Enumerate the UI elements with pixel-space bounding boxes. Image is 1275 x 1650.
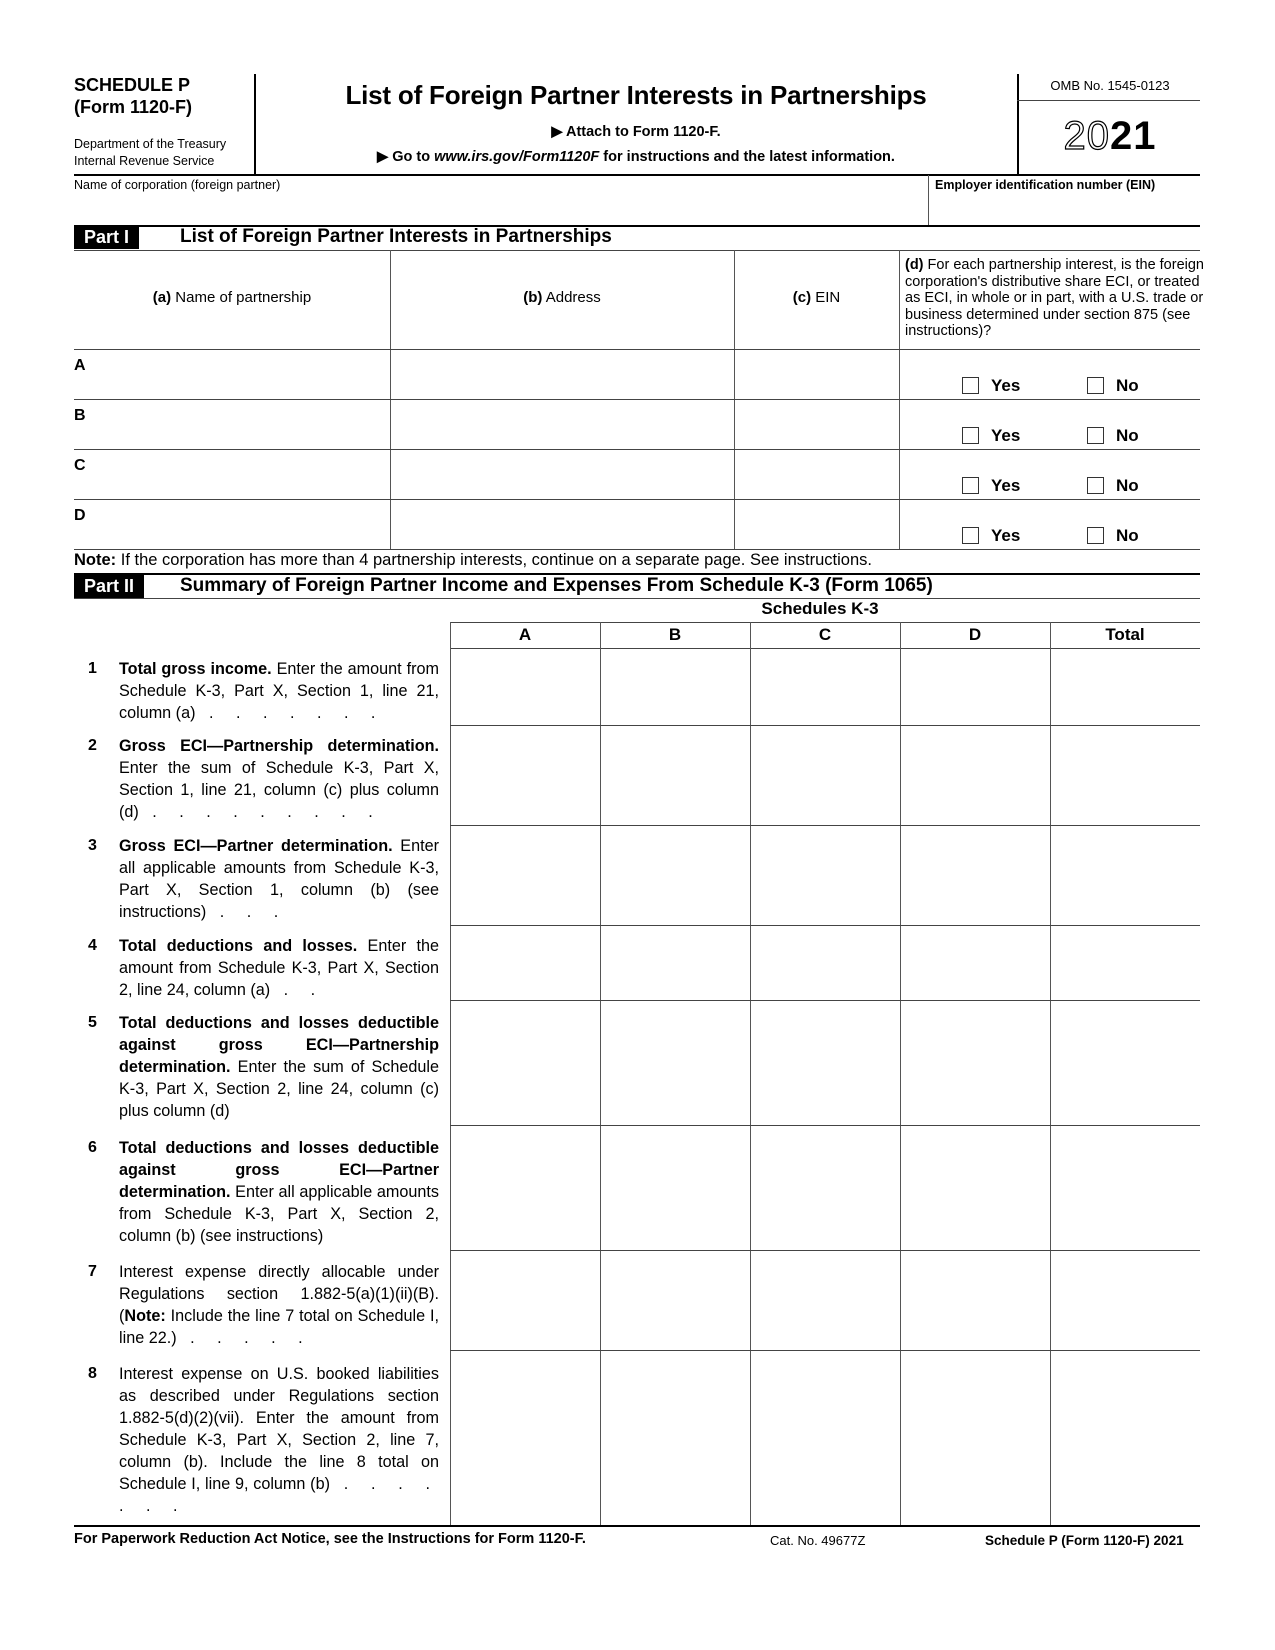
line-7-col-a-input[interactable]: [452, 1252, 598, 1348]
line-8-description: [119, 1363, 439, 1517]
line-5-col-b-input[interactable]: [602, 1002, 748, 1123]
omb-divider: [1017, 100, 1200, 101]
line-8-col-c-input[interactable]: [752, 1352, 898, 1523]
k3-col-c: C: [818, 625, 832, 644]
year-outline: 20: [1063, 114, 1110, 158]
line-6-col-d-input[interactable]: [902, 1127, 1048, 1248]
line-6-col-c-input[interactable]: [752, 1127, 898, 1248]
row-rule: [74, 399, 1200, 400]
partnership-name-field[interactable]: [96, 452, 386, 496]
line-6-total-input[interactable]: [1052, 1127, 1198, 1248]
yes-label: Yes: [991, 376, 1021, 395]
line-7-description: [119, 1261, 439, 1349]
dept-line-2: Internal Revenue Service: [74, 154, 215, 168]
goto-suffix: for instructions and the latest information.: [599, 149, 895, 165]
line-1-col-b-input[interactable]: [602, 650, 748, 723]
part1-header-rule: [74, 349, 1200, 350]
form-footer-id: Schedule P (Form 1120-F) 2021: [985, 1533, 1184, 1548]
ein-label: Employer identification number (EIN): [935, 178, 1156, 192]
row-letter-a: A: [74, 357, 86, 374]
line-2-col-d-input[interactable]: [902, 727, 1048, 823]
row-rule: [450, 825, 1200, 826]
row-rule: [74, 449, 1200, 450]
partnership-address-field[interactable]: [394, 402, 730, 446]
line-text: Enter the amount from Schedule K-3, Part X, Section 2, line 24, column (a): [119, 937, 439, 999]
line-5-description: [119, 1012, 439, 1122]
part1-tag: Part I: [74, 225, 139, 249]
year-bold: 21: [1110, 114, 1157, 158]
no-checkbox[interactable]: [1087, 427, 1104, 444]
form-number: (Form 1120-F): [74, 97, 193, 117]
k3-header-bottom-rule: [450, 648, 1200, 649]
line-3-total-input[interactable]: [1052, 827, 1198, 923]
grid-line: [1050, 622, 1051, 1525]
line-note-label: Note:: [124, 1307, 166, 1325]
line-4-total-input[interactable]: [1052, 927, 1198, 998]
row-letter-d: D: [74, 507, 86, 524]
partnership-ein-field[interactable]: [738, 502, 895, 546]
note-label: Note:: [74, 551, 117, 569]
line-1-description: [119, 658, 439, 724]
line-7-col-d-input[interactable]: [902, 1252, 1048, 1348]
corporation-name-label: Name of corporation (foreign partner): [74, 178, 281, 192]
line-bold: Gross ECI—Partner determination.: [119, 837, 393, 855]
col-d-letter: (d): [905, 257, 924, 273]
line-1-col-d-input[interactable]: [902, 650, 1048, 723]
part1-title-rule: [74, 250, 1200, 251]
schedule-name: SCHEDULE P: [74, 75, 191, 95]
k3-col-total: Total: [1105, 625, 1145, 644]
irs-link[interactable]: www.irs.gov/Form1120F: [434, 149, 600, 165]
goto-prefix: ▶ Go to: [377, 149, 435, 165]
row-rule: [450, 1350, 1200, 1351]
header-divider-right: [1017, 74, 1019, 174]
partnership-name-field[interactable]: [96, 502, 386, 546]
yes-checkbox[interactable]: [962, 527, 979, 544]
yes-label: Yes: [991, 426, 1021, 445]
ein-divider: [928, 175, 929, 225]
row-rule: [74, 549, 1200, 550]
leader-dots: . .: [270, 981, 325, 999]
row-rule: [450, 1125, 1200, 1126]
yes-checkbox[interactable]: [962, 427, 979, 444]
part2-tag: Part II: [74, 574, 144, 598]
form-bottom-rule: [74, 1525, 1200, 1527]
line-2-col-a-input[interactable]: [452, 727, 598, 823]
leader-dots: . . . . . . .: [195, 704, 385, 722]
col-c-letter: (c): [792, 289, 812, 306]
part2-title-rule: [74, 598, 1200, 599]
dept-line-1: Department of the Treasury: [74, 137, 227, 151]
part2-title: Summary of Foreign Partner Income and Expenses From Schedule K-3 (Form 1065): [180, 575, 933, 596]
no-checkbox[interactable]: [1087, 477, 1104, 494]
line-2-col-b-input[interactable]: [602, 727, 748, 823]
note-text: If the corporation has more than 4 partnership interests, continue on a separate page. See instructions.: [116, 551, 872, 569]
line-4-description: [119, 935, 439, 1001]
line-bold: Total deductions and losses.: [119, 937, 358, 955]
no-checkbox[interactable]: [1087, 527, 1104, 544]
line-number: 4: [88, 937, 97, 954]
yes-label: Yes: [991, 476, 1021, 495]
row-rule: [450, 1000, 1200, 1001]
line-bold: Total deductions and losses deductible against gross ECI—Partnership determination.: [119, 1014, 439, 1076]
line-8-total-input[interactable]: [1052, 1352, 1198, 1523]
line-2-total-input[interactable]: [1052, 727, 1198, 823]
no-label: No: [1116, 376, 1139, 395]
partnership-ein-field[interactable]: [738, 452, 895, 496]
col-a-header: [74, 289, 390, 306]
line-8-col-b-input[interactable]: [602, 1352, 748, 1523]
row-letter-c: C: [74, 457, 86, 474]
part1-title: List of Foreign Partner Interests in Partnerships: [180, 226, 612, 247]
line-3-col-d-input[interactable]: [902, 827, 1048, 923]
yes-label: Yes: [991, 526, 1021, 545]
leader-dots: . . . . . . .: [119, 1475, 439, 1515]
grid-line: [450, 622, 451, 1525]
part1-note: [74, 551, 872, 570]
yes-checkbox[interactable]: [962, 477, 979, 494]
line-1-col-a-input[interactable]: [452, 650, 598, 723]
partnership-address-field[interactable]: [394, 452, 730, 496]
k3-header-top-rule: [450, 622, 1200, 623]
line-text: Enter the sum of Schedule K-3, Part X, Section 1, line 21, column (c) plus column (d): [119, 759, 439, 821]
header-bottom-rule: [74, 174, 1200, 176]
line-4-col-c-input[interactable]: [752, 927, 898, 998]
col-a-label: Name of partnership: [171, 289, 312, 306]
partnership-ein-field[interactable]: [738, 402, 895, 446]
line-8-col-d-input[interactable]: [902, 1352, 1048, 1523]
line-number: 6: [88, 1139, 97, 1156]
k3-col-b: B: [668, 625, 682, 644]
line-5-total-input[interactable]: [1052, 1002, 1198, 1123]
line-6-col-b-input[interactable]: [602, 1127, 748, 1248]
line-6-col-a-input[interactable]: [452, 1127, 598, 1248]
line-2-description: [119, 735, 439, 823]
grid-line: [750, 622, 751, 1525]
k3-col-a: A: [518, 625, 532, 644]
col-a-letter: (a): [152, 289, 172, 306]
row-rule: [450, 725, 1200, 726]
line-6-description: [119, 1137, 439, 1247]
col-c-header: [734, 289, 899, 306]
partnership-address-field[interactable]: [394, 502, 730, 546]
corporation-name-field[interactable]: [74, 194, 926, 224]
no-checkbox[interactable]: [1087, 377, 1104, 394]
grid-line: [600, 622, 601, 1525]
line-text: Enter all applicable amounts from Schedule K-3, Part X, Section 2, column (b) (see instructions): [119, 1183, 439, 1245]
goto-instruction: [256, 149, 1016, 165]
line-7-total-input[interactable]: [1052, 1252, 1198, 1348]
no-label: No: [1116, 476, 1139, 495]
line-text: Enter the amount from Schedule K-3, Part X, Section 1, line 21, column (a): [119, 660, 439, 722]
form-title: List of Foreign Partner Interests in Partnerships: [345, 80, 927, 110]
attach-instruction: ▶ Attach to Form 1120-F.: [551, 124, 721, 140]
line-text-2: Include the line 7 total on Schedule I, line 22.): [119, 1307, 439, 1347]
leader-dots: . . . . . . . . .: [138, 803, 382, 821]
line-number: 5: [88, 1014, 97, 1031]
line-number: 8: [88, 1365, 97, 1382]
partnership-name-field[interactable]: [96, 402, 386, 446]
k3-col-d: D: [968, 625, 982, 644]
yes-checkbox[interactable]: [962, 377, 979, 394]
line-3-description: [119, 835, 439, 923]
line-number: 2: [88, 737, 97, 754]
line-3-col-c-input[interactable]: [752, 827, 898, 923]
line-4-col-d-input[interactable]: [902, 927, 1048, 998]
schedules-k3-header: Schedules K-3: [761, 599, 879, 618]
col-b-letter: (b): [523, 289, 543, 306]
omb-number: OMB No. 1545-0123: [1050, 78, 1170, 93]
line-4-col-a-input[interactable]: [452, 927, 598, 998]
corporation-ein-field[interactable]: [932, 194, 1198, 224]
line-7-col-b-input[interactable]: [602, 1252, 748, 1348]
line-3-col-b-input[interactable]: [602, 827, 748, 923]
agency: [74, 136, 226, 170]
row-rule: [450, 1250, 1200, 1251]
line-number: 1: [88, 660, 97, 677]
col-b-label: Address: [542, 289, 601, 306]
line-number: 3: [88, 837, 97, 854]
tax-year: [1020, 114, 1200, 159]
col-c-label: EIN: [811, 289, 841, 306]
line-bold: Total deductions and losses deductible against gross ECI—Partner determination.: [119, 1139, 439, 1201]
line-3-col-a-input[interactable]: [452, 827, 598, 923]
col-d-header: [905, 257, 1205, 340]
partnership-name-field[interactable]: [96, 352, 386, 396]
no-label: No: [1116, 426, 1139, 445]
line-number: 7: [88, 1263, 97, 1280]
paperwork-notice: For Paperwork Reduction Act Notice, see the Instructions for Form 1120-F.: [74, 1531, 586, 1547]
col-b-header: [390, 289, 734, 306]
line-5-col-a-input[interactable]: [452, 1002, 598, 1123]
line-text: Enter the sum of Schedule K-3, Part X, Section 2, line 24, column (c) plus column (d): [119, 1058, 439, 1120]
col-d-label: For each partnership interest, is the foreign corporation's distributive share ECI, or treated as ECI, in whole or in part, with a U.S. trade or business determined under section 875 (see instructions)?: [905, 257, 1204, 339]
leader-dots: . . . . .: [176, 1329, 312, 1347]
row-rule: [450, 925, 1200, 926]
line-1-total-input[interactable]: [1052, 650, 1198, 723]
line-7-col-c-input[interactable]: [752, 1252, 898, 1348]
line-text: Interest expense directly allocable under Regulations section 1.882-5(a)(1)(ii)(B). (: [119, 1263, 439, 1325]
line-1-col-c-input[interactable]: [752, 650, 898, 723]
grid-line: [900, 622, 901, 1525]
line-5-col-d-input[interactable]: [902, 1002, 1048, 1123]
row-letter-b: B: [74, 407, 86, 424]
line-4-col-b-input[interactable]: [602, 927, 748, 998]
line-5-col-c-input[interactable]: [752, 1002, 898, 1123]
line-bold: Total gross income.: [119, 660, 272, 678]
line-text: Interest expense on U.S. booked liabilities as described under Regulations section 1.882-5(d)(2)(vii). Enter the amount from Schedule K-3, Part X, Section 2, line 7, column (b). Include the line 8 total on Schedule I, line 9, column (b): [119, 1365, 439, 1493]
no-label: No: [1116, 526, 1139, 545]
line-2-col-c-input[interactable]: [752, 727, 898, 823]
part1-col-divider-cd: [899, 250, 900, 550]
schedule-id: [74, 74, 192, 118]
line-8-col-a-input[interactable]: [452, 1352, 598, 1523]
leader-dots: . . .: [206, 903, 288, 921]
row-rule: [74, 499, 1200, 500]
partnership-address-field[interactable]: [394, 352, 730, 396]
line-text: Enter all applicable amounts from Schedule K-3, Part X, Section 1, column (b) (see instructions): [119, 837, 439, 921]
catalog-number: Cat. No. 49677Z: [770, 1533, 866, 1548]
partnership-ein-field[interactable]: [738, 352, 895, 396]
line-bold: Gross ECI—Partnership determination.: [119, 737, 439, 755]
